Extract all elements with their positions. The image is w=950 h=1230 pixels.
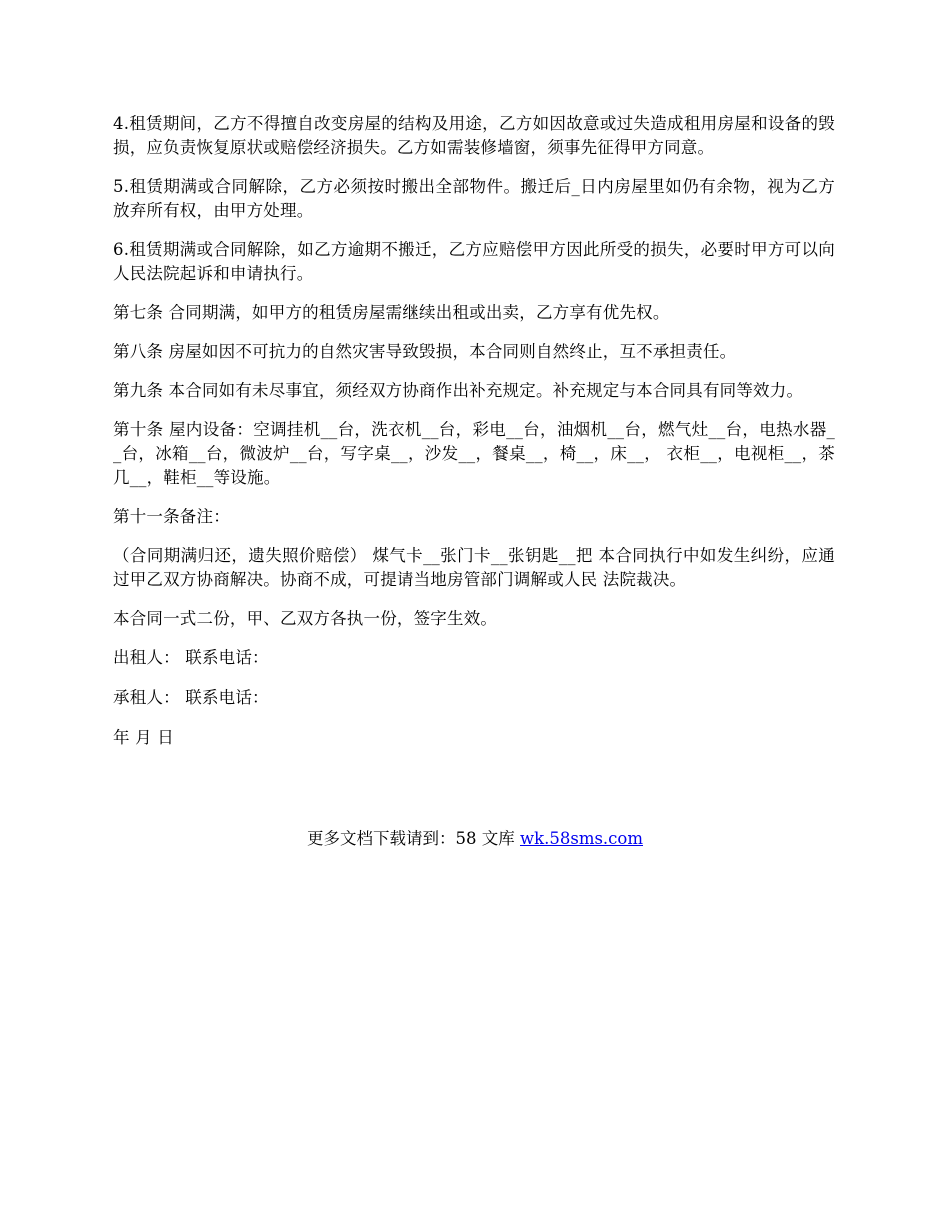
lessee-signature-line: 承租人： 联系电话： [113,688,269,707]
remarks-paragraph: （合同期满归还，遗失照价赔偿） 煤气卡__张门卡__张钥匙__把 本合同执行中如发生纠纷，应通过甲乙双方协商解决。协商不成，可提请当地房管部门调解或人民 法院裁决。 [113,546,835,589]
clause-6-paragraph: 6.租赁期满或合同解除，如乙方逾期不搬迁，乙方应赔偿甲方因此所受的损失，必要时甲方可以向 人民法院起诉和申请执行。 [113,240,835,283]
download-footer [0,827,950,851]
article-11-heading: 第十一条备注： [113,507,230,526]
lessor-signature-line: 出租人： 联系电话： [113,648,269,667]
clause-5-paragraph: 5.租赁期满或合同解除，乙方必须按时搬出全部物件。搬迁后_日内房屋里如仍有余物，视为乙方 放弃所有权，由甲方处理。 [113,177,835,220]
clause-4-paragraph: 4.租赁期间，乙方不得擅自改变房屋的结构及用途，乙方如因故意或过失造成租用房屋和设备的毁 损，应负责恢复原状或赔偿经济损失。乙方如需装修墙窗，须事先征得甲方同意。 [113,114,835,157]
article-7-paragraph: 第七条 合同期满，如甲方的租赁房屋需继续出租或出卖，乙方享有优先权。 [113,303,670,322]
footer-prefix-text: 更多文档下载请到：58 文库 [306,829,520,848]
copies-paragraph: 本合同一式二份，甲、乙双方各执一份，签字生效。 [113,609,498,628]
article-9-paragraph: 第九条 本合同如有未尽事宜，须经双方协商作出补充规定。补充规定与本合同具有同等效力。 [113,381,804,400]
date-line: 年 月 日 [113,728,174,747]
article-10-paragraph: 第十条 屋内设备：空调挂机__台，洗衣机__台，彩电__台，油烟机__台，燃气灶__台，电热水器__台，冰箱__台，微波炉__台，写字桌__，沙发__，餐桌__，椅__，床__， 衣柜__，电视柜__，茶几__，鞋柜__等设施。 [113,420,835,487]
document-body [113,112,835,766]
footer-site-link[interactable]: wk.58sms.com [519,829,643,848]
article-8-paragraph: 第八条 房屋如因不可抗力的自然灾害导致毁损，本合同则自然终止，互不承担责任。 [113,342,737,361]
